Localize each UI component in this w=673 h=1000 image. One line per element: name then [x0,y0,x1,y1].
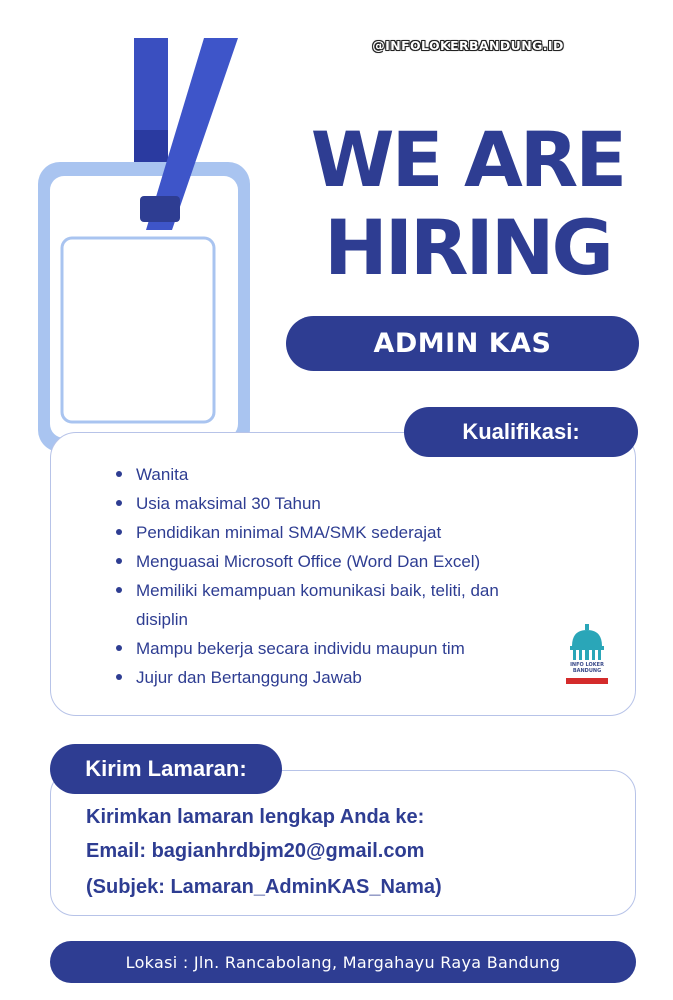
qualifications-list [112,460,552,692]
apply-instruction: Kirimkan lamaran lengkap Anda ke: [86,806,425,828]
position-badge: ADMIN KAS [286,316,639,371]
list-item: Memiliki kemampuan komunikasi baik, teliti, dan disiplin [112,576,552,634]
logo-accent-bar [566,678,608,684]
qualifications-heading: Kualifikasi: [404,407,638,457]
title-line-1: WE ARE [310,115,625,204]
location-bar: Lokasi : Jln. Rancabolang, Margahayu Raya Bandung [50,941,636,983]
infoloker-logo [564,624,610,686]
page-title [280,116,655,292]
apply-email[interactable]: Email: bagianhrdbjm20@gmail.com [86,840,425,862]
social-handle: @INFOLOKERBANDUNG.ID [372,38,564,53]
mosque-dome-icon [564,624,610,662]
list-item: Pendidikan minimal SMA/SMK sederajat [112,518,552,547]
list-item: Wanita [112,460,552,489]
list-item: Mampu bekerja secara individu maupun tim [112,634,552,663]
title-line-2: HIRING [324,203,611,292]
logo-text: INFO LOKER BANDUNG [570,662,604,674]
apply-heading: Kirim Lamaran: [50,744,282,794]
list-item: Usia maksimal 30 Tahun [112,489,552,518]
apply-subject: (Subjek: Lamaran_AdminKAS_Nama) [86,876,442,898]
list-item: Menguasai Microsoft Office (Word Dan Excel) [112,547,552,576]
id-card-icon [0,0,260,460]
list-item: Jujur dan Bertanggung Jawab [112,663,552,692]
